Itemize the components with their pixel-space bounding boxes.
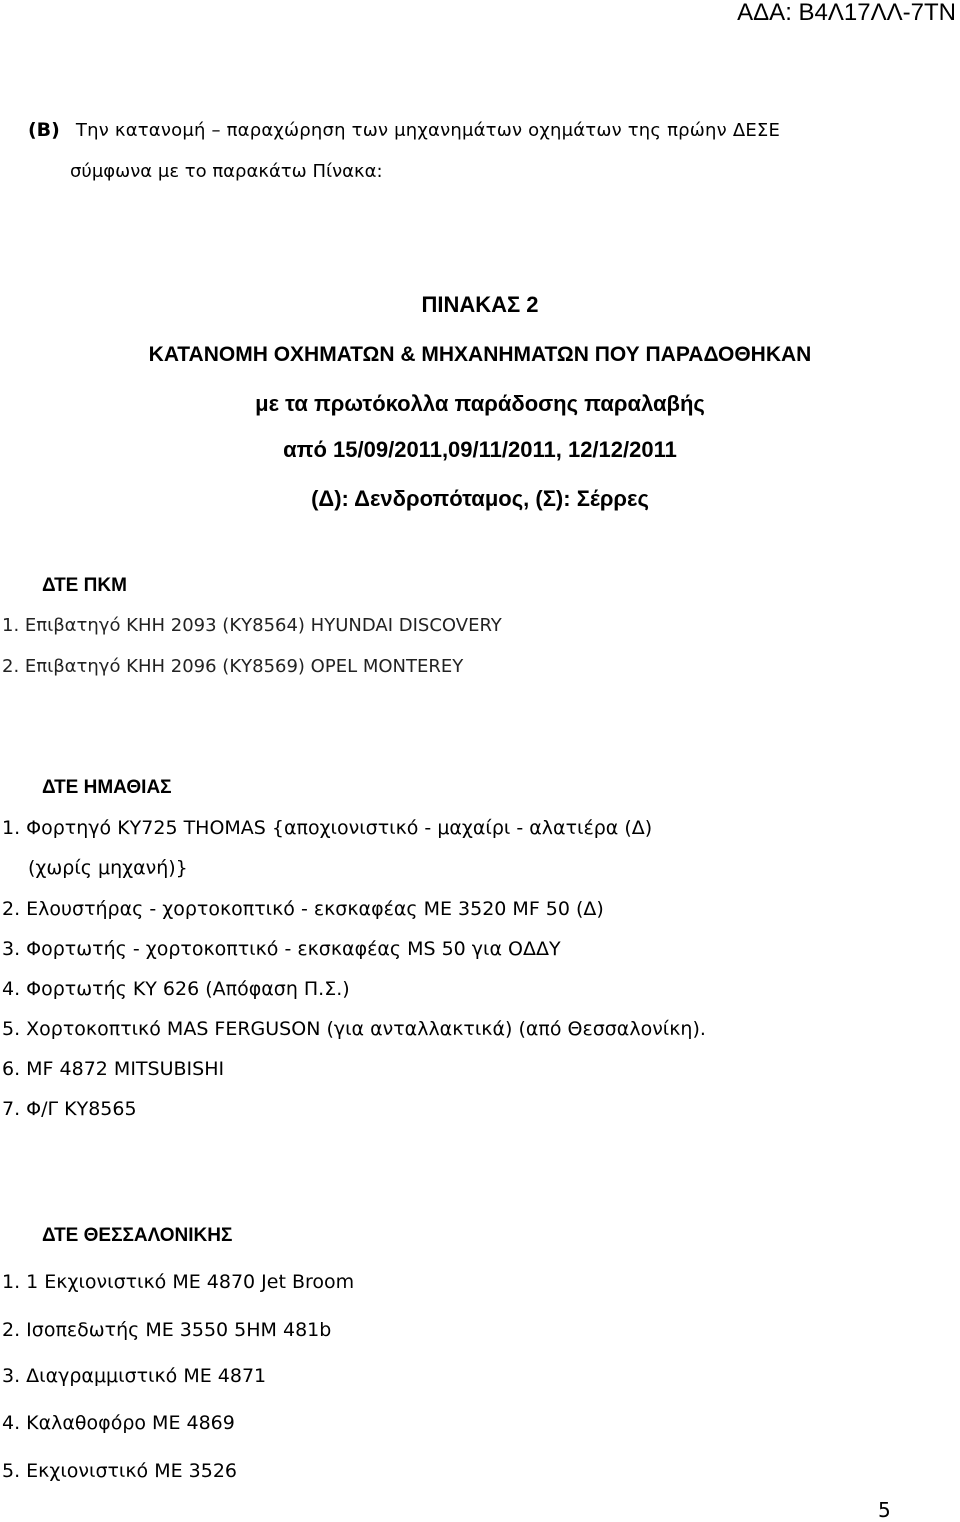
- list-item: 5. Χορτοκοπτικό MAS FERGUSON (για ανταλλακτικά) (από Θεσσαλονίκη).: [2, 1018, 706, 1040]
- list-item: 2. Επιβατηγό ΚΗΗ 2096 (ΚΥ8569) OPEL MONTEREY: [2, 656, 464, 677]
- section-heading-imathias: ΔΤΕ ΗΜΑΘΙΑΣ: [42, 777, 172, 798]
- list-item: 3. Διαγραμμιστικό ΜΕ 4871: [2, 1365, 267, 1387]
- list-item: 2. Ισοπεδωτής ΜΕ 3550 5ΗΜ 481b: [2, 1319, 332, 1341]
- table-title-2: ΚΑΤΑΝΟΜΗ ΟΧΗΜΑΤΩΝ & ΜΗΧΑΝΗΜΑΤΩΝ ΠΟΥ ΠΑΡΑΔΟΘΗΚΑΝ: [148, 343, 812, 366]
- intro-line-2: σύμφωνα με το παρακάτω Πίνακα:: [70, 161, 383, 182]
- table-title-5: (Δ): Δενδροπόταμος, (Σ): Σέρρες: [311, 486, 649, 511]
- page-number: 5: [878, 1498, 891, 1522]
- section-heading-thessalonikis: ΔΤΕ ΘΕΣΣΑΛΟΝΙΚΗΣ: [42, 1225, 233, 1246]
- table-title-3: με τα πρωτόκολλα παράδοσης παραλαβής: [255, 391, 705, 416]
- section-heading-pkm: ΔΤΕ ΠΚΜ: [42, 575, 127, 596]
- list-item: 4. Καλαθοφόρο ΜΕ 4869: [2, 1412, 235, 1434]
- list-item: 2. Ελουστήρας - χορτοκοπτικό - εκσκαφέας ΜΕ 3520 MF 50 (Δ): [2, 898, 604, 920]
- list-item: 4. Φορτωτής ΚΥ 626 (Απόφαση Π.Σ.): [2, 978, 350, 1000]
- table-title-4: από 15/09/2011,09/11/2011, 12/12/2011: [283, 437, 677, 462]
- list-item: 1. Επιβατηγό ΚΗΗ 2093 (ΚΥ8564) HYUNDAI DISCOVERY: [2, 615, 502, 636]
- list-item: 7. Φ/Γ ΚΥ8565: [2, 1098, 137, 1120]
- intro-text-1: Την κατανομή – παραχώρηση των μηχανημάτων οχημάτων της πρώην ΔΕΣΕ: [75, 120, 781, 141]
- intro-label: (Β): [28, 119, 60, 141]
- list-item: 3. Φορτωτής - χορτοκοπτικό - εκσκαφέας MS 50 για ΟΔΔΥ: [2, 938, 561, 960]
- list-item: 1. Φορτηγό ΚΥ725 THOMAS {αποχιονιστικό - μαχαίρι - αλατιέρα (Δ): [2, 817, 653, 839]
- intro-line-1: [28, 118, 780, 143]
- list-item: 1. 1 Εκχιονιστικό ΜΕ 4870 Jet Broom: [2, 1271, 355, 1293]
- list-item-continuation: (χωρίς μηχανή)}: [28, 857, 188, 879]
- list-item: 5. Εκχιονιστικό ΜΕ 3526: [2, 1460, 238, 1482]
- list-item: 6. MF 4872 MITSUBISHI: [2, 1058, 225, 1080]
- ada-code: ΑΔΑ: Β4Λ17ΛΛ-7ΤΝ: [737, 0, 956, 26]
- table-title-1: ΠΙΝΑΚΑΣ 2: [421, 292, 539, 317]
